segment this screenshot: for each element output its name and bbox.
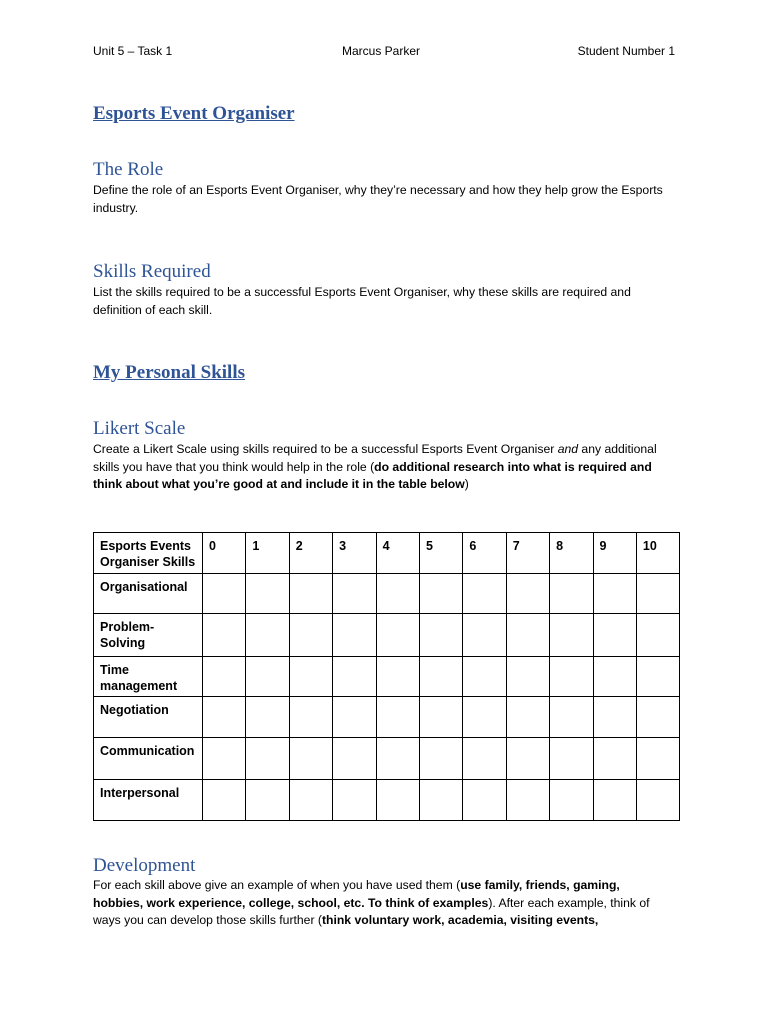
development-text-2: ). After each example, think of ways you can develop those skills further ( bbox=[93, 895, 650, 927]
rating-cell[interactable] bbox=[376, 657, 419, 697]
rating-cell[interactable] bbox=[636, 574, 679, 614]
header-student-number: Student Number 1 bbox=[577, 44, 675, 58]
rating-cell[interactable] bbox=[550, 780, 593, 821]
rating-cell[interactable] bbox=[506, 614, 549, 657]
scale-label: 0 bbox=[209, 539, 216, 553]
rating-cell[interactable] bbox=[376, 574, 419, 614]
rating-cell[interactable] bbox=[376, 738, 419, 780]
table-row bbox=[94, 574, 680, 614]
scale-label: 10 bbox=[642, 539, 657, 553]
scale-label: 4 bbox=[382, 539, 390, 553]
likert-heading: Likert Scale bbox=[93, 418, 186, 439]
scale-label: 3 bbox=[339, 539, 347, 553]
rating-cell[interactable] bbox=[463, 574, 506, 614]
skill-name: Negotiation bbox=[100, 703, 169, 717]
development-heading: Development bbox=[93, 855, 196, 876]
scale-label: 8 bbox=[556, 539, 564, 553]
table-row bbox=[94, 657, 680, 697]
skill-name: Interpersonal bbox=[100, 786, 180, 800]
skills-text: List the skills required to be a successful Esports Event Organiser, why these skills are required and definition of each skill. bbox=[93, 285, 631, 317]
rating-cell[interactable] bbox=[289, 697, 332, 738]
rating-cell[interactable] bbox=[550, 738, 593, 780]
table-header-row bbox=[94, 533, 680, 574]
rating-cell[interactable] bbox=[636, 780, 679, 821]
scale-label: 9 bbox=[599, 539, 607, 553]
likert-text-bold: do additional research into what is required and think about what you’re good at and include it in the table below bbox=[93, 459, 652, 491]
table-row bbox=[94, 697, 680, 738]
rating-cell[interactable] bbox=[636, 697, 679, 738]
skill-name-cell bbox=[94, 657, 203, 697]
development-bold-1: use family, friends, gaming, hobbies, work experience, college, school, etc. To think of examples bbox=[93, 878, 620, 910]
rating-cell[interactable] bbox=[593, 614, 636, 657]
rating-cell[interactable] bbox=[593, 574, 636, 614]
rating-cell[interactable] bbox=[550, 574, 593, 614]
rating-cell[interactable] bbox=[463, 780, 506, 821]
rating-cell[interactable] bbox=[333, 780, 376, 821]
likert-text-c: ) bbox=[464, 477, 469, 491]
rating-cell[interactable] bbox=[506, 697, 549, 738]
rating-cell[interactable] bbox=[636, 738, 679, 780]
rating-cell[interactable] bbox=[203, 657, 246, 697]
rating-cell[interactable] bbox=[419, 657, 462, 697]
rating-cell[interactable] bbox=[333, 697, 376, 738]
scale-header-cell bbox=[289, 533, 332, 574]
rating-cell[interactable] bbox=[419, 614, 462, 657]
rating-cell[interactable] bbox=[550, 614, 593, 657]
rating-cell[interactable] bbox=[246, 738, 289, 780]
likert-text-a: Create a Likert Scale using skills required to be a successful Esports Event Organiser bbox=[93, 442, 558, 456]
rating-cell[interactable] bbox=[593, 780, 636, 821]
scale-header-cell bbox=[376, 533, 419, 574]
rating-cell[interactable] bbox=[246, 697, 289, 738]
scale-header-cell bbox=[463, 533, 506, 574]
page-header bbox=[93, 44, 675, 60]
rating-cell[interactable] bbox=[289, 780, 332, 821]
rating-cell[interactable] bbox=[419, 738, 462, 780]
rating-cell[interactable] bbox=[463, 614, 506, 657]
rating-cell[interactable] bbox=[246, 780, 289, 821]
skill-name-cell bbox=[94, 738, 203, 780]
rating-cell[interactable] bbox=[333, 738, 376, 780]
development-text-1: For each skill above give an example of when you have used them ( bbox=[93, 878, 461, 892]
rating-cell[interactable] bbox=[289, 574, 332, 614]
scale-header-cell bbox=[593, 533, 636, 574]
rating-cell[interactable] bbox=[550, 697, 593, 738]
rating-cell[interactable] bbox=[506, 574, 549, 614]
rating-cell[interactable] bbox=[203, 614, 246, 657]
rating-cell[interactable] bbox=[636, 657, 679, 697]
header-skill-label: Esports Events Organiser Skills bbox=[100, 539, 196, 569]
rating-cell[interactable] bbox=[333, 657, 376, 697]
rating-cell[interactable] bbox=[419, 697, 462, 738]
likert-text-and: and bbox=[557, 442, 579, 456]
skill-name-cell bbox=[94, 697, 203, 738]
rating-cell[interactable] bbox=[419, 780, 462, 821]
scale-label: 5 bbox=[425, 539, 433, 553]
scale-header-cell bbox=[550, 533, 593, 574]
scale-label: 2 bbox=[295, 539, 303, 553]
document-title: Esports Event Organiser bbox=[93, 103, 295, 124]
rating-cell[interactable] bbox=[333, 614, 376, 657]
rating-cell[interactable] bbox=[550, 657, 593, 697]
rating-cell[interactable] bbox=[376, 780, 419, 821]
rating-cell[interactable] bbox=[419, 574, 462, 614]
rating-cell[interactable] bbox=[463, 738, 506, 780]
rating-cell[interactable] bbox=[593, 657, 636, 697]
rating-cell[interactable] bbox=[463, 657, 506, 697]
rating-cell[interactable] bbox=[636, 614, 679, 657]
table-row bbox=[94, 614, 680, 657]
rating-cell[interactable] bbox=[289, 657, 332, 697]
skill-name-cell bbox=[94, 574, 203, 614]
rating-cell[interactable] bbox=[203, 697, 246, 738]
rating-cell[interactable] bbox=[593, 697, 636, 738]
rating-cell[interactable] bbox=[333, 574, 376, 614]
role-text: Define the role of an Esports Event Organiser, why they’re necessary and how they help grow the Esports industry. bbox=[93, 183, 663, 215]
scale-header-cell bbox=[506, 533, 549, 574]
rating-cell[interactable] bbox=[203, 574, 246, 614]
scale-header-cell bbox=[419, 533, 462, 574]
rating-cell[interactable] bbox=[506, 780, 549, 821]
rating-cell[interactable] bbox=[246, 614, 289, 657]
table-row bbox=[94, 738, 680, 780]
skills-heading: Skills Required bbox=[93, 261, 211, 282]
rating-cell[interactable] bbox=[376, 614, 419, 657]
rating-cell[interactable] bbox=[376, 697, 419, 738]
rating-cell[interactable] bbox=[463, 697, 506, 738]
personal-skills-title: My Personal Skills bbox=[93, 362, 246, 383]
development-bold-2: think voluntary work, academia, visiting events, bbox=[321, 913, 599, 927]
rating-cell[interactable] bbox=[289, 614, 332, 657]
header-skill-cell bbox=[94, 533, 203, 574]
skill-name: Problem-Solving bbox=[100, 620, 155, 650]
likert-table bbox=[93, 532, 680, 821]
header-author: Marcus Parker bbox=[342, 44, 421, 58]
scale-header-cell bbox=[333, 533, 376, 574]
header-unit: Unit 5 – Task 1 bbox=[93, 44, 173, 58]
rating-cell[interactable] bbox=[506, 738, 549, 780]
scale-label: 7 bbox=[512, 539, 520, 553]
scale-header-cell bbox=[636, 533, 679, 574]
rating-cell[interactable] bbox=[246, 574, 289, 614]
likert-text bbox=[93, 441, 673, 494]
skill-name-cell bbox=[94, 614, 203, 657]
skill-name: Organisational bbox=[100, 580, 188, 594]
rating-cell[interactable] bbox=[246, 657, 289, 697]
role-heading: The Role bbox=[93, 159, 164, 180]
scale-label: 1 bbox=[252, 539, 260, 553]
table-row bbox=[94, 780, 680, 821]
rating-cell[interactable] bbox=[289, 738, 332, 780]
skill-name: Time management bbox=[100, 663, 178, 693]
scale-header-cell bbox=[203, 533, 246, 574]
development-text bbox=[93, 877, 673, 930]
skill-name: Communication bbox=[100, 744, 195, 758]
likert-text-b: any additional skills you have that you think would help in the role ( bbox=[93, 442, 657, 474]
scale-label: 6 bbox=[469, 539, 477, 553]
rating-cell[interactable] bbox=[506, 657, 549, 697]
rating-cell[interactable] bbox=[203, 780, 246, 821]
rating-cell[interactable] bbox=[203, 738, 246, 780]
skill-name-cell bbox=[94, 780, 203, 821]
rating-cell[interactable] bbox=[593, 738, 636, 780]
scale-header-cell bbox=[246, 533, 289, 574]
